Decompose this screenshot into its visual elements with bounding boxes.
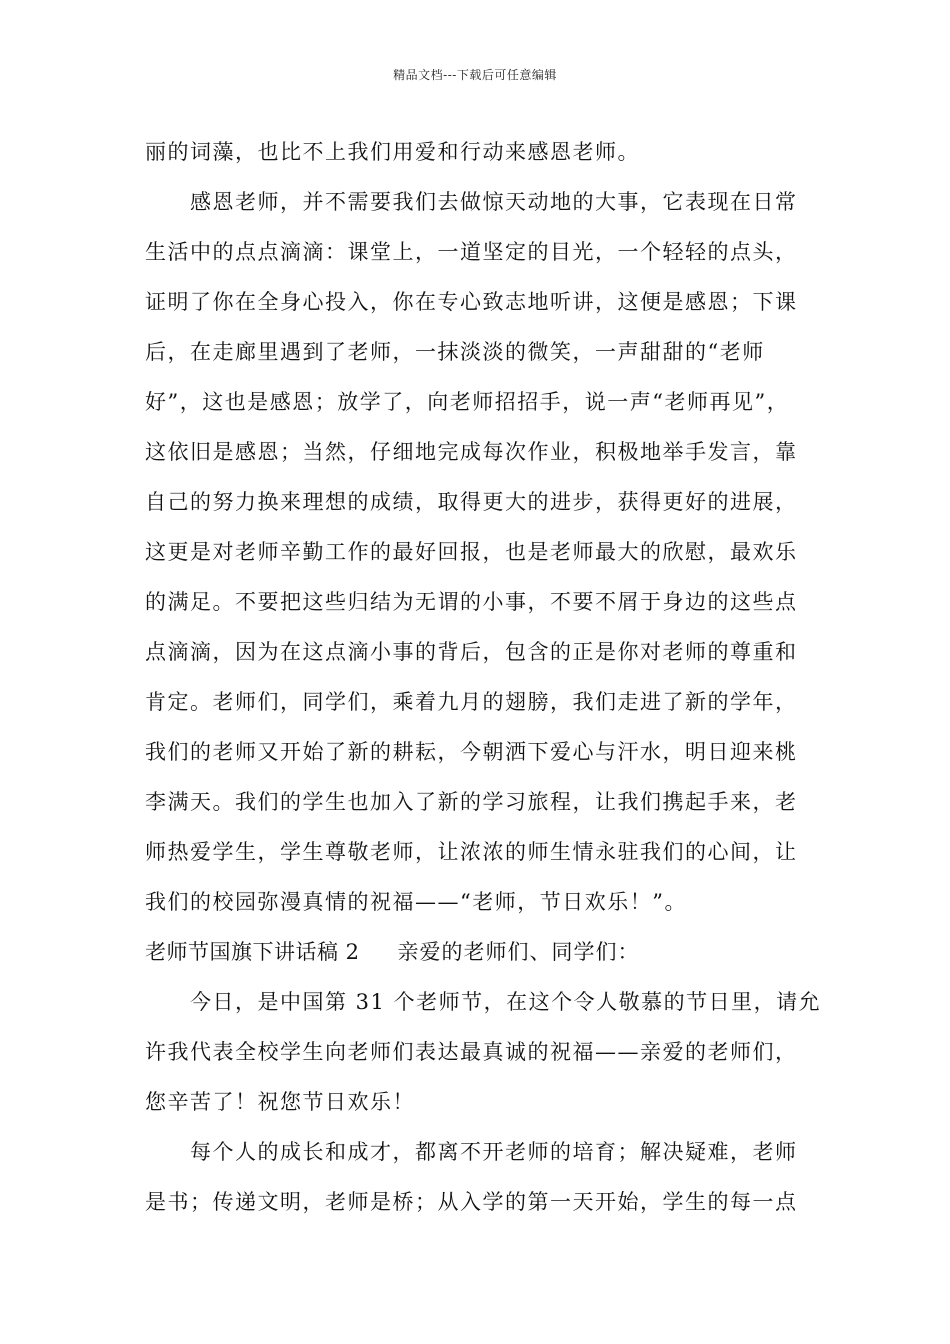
paragraph-line: 的满足。不要把这些归结为无谓的小事，不要不屑于身边的这些点 — [145, 590, 798, 614]
paragraph-line: 好”，这也是感恩；放学了，向老师招招手，说一声“老师再见”， — [145, 390, 790, 414]
paragraph-line: 自己的努力换来理想的成绩，取得更大的进步，获得更好的进展， — [145, 490, 798, 514]
paragraph-line: 我们的老师又开始了新的耕耘，今朝洒下爱心与汗水，明日迎来桃 — [145, 740, 798, 764]
paragraph-line: 李满天。我们的学生也加入了新的学习旅程，让我们携起手来，老 — [145, 790, 798, 814]
paragraph-line: 点滴滴，因为在这点滴小事的背后，包含的正是你对老师的尊重和 — [145, 640, 798, 664]
paragraph-line: 师热爱学生，学生尊敬老师，让浓浓的师生情永驻我们的心间，让 — [145, 840, 798, 864]
paragraph-line: 后，在走廊里遇到了老师，一抹淡淡的微笑，一声甜甜的“老师 — [145, 340, 765, 364]
paragraph-line: 感恩老师，并不需要我们去做惊天动地的大事，它表现在日常 — [190, 190, 798, 214]
paragraph-line: 您辛苦了！祝您节日欢乐！ — [145, 1090, 415, 1114]
paragraph-line: 是书；传递文明，老师是桥；从入学的第一天开始，学生的每一点 — [145, 1190, 798, 1214]
paragraph-line: 今日，是中国第 31 个老师节，在这个令人敬慕的节日里，请允 — [190, 990, 822, 1014]
paragraph-line: 我们的校园弥漫真情的祝福——“老师，节日欢乐！”。 — [145, 890, 687, 914]
paragraph-line: 这更是对老师辛勤工作的最好回报，也是老师最大的欣慰，最欢乐 — [145, 540, 798, 564]
paragraph-line: 生活中的点点滴滴：课堂上，一道坚定的目光，一个轻轻的点头， — [145, 240, 798, 264]
page-header: 精品文档---下载后可任意编辑 — [393, 68, 557, 82]
speech-heading — [145, 938, 640, 966]
paragraph-line: 丽的词藻，也比不上我们用爱和行动来感恩老师。 — [145, 140, 640, 164]
paragraph-line: 肯定。老师们，同学们，乘着九月的翅膀，我们走进了新的学年， — [145, 690, 798, 714]
speech-title: 老师节国旗下讲话稿 2 — [145, 940, 360, 964]
paragraph-line: 这依旧是感恩；当然，仔细地完成每次作业，积极地举手发言，靠 — [145, 440, 798, 464]
paragraph-line: 每个人的成长和成才，都离不开老师的培育；解决疑难，老师 — [190, 1140, 798, 1164]
paragraph-line: 证明了你在全身心投入，你在专心致志地听讲，这便是感恩；下课 — [145, 290, 798, 314]
speech-greeting: 亲爱的老师们、同学们： — [397, 940, 640, 964]
paragraph-line: 许我代表全校学生向老师们表达最真诚的祝福——亲爱的老师们， — [145, 1040, 798, 1064]
